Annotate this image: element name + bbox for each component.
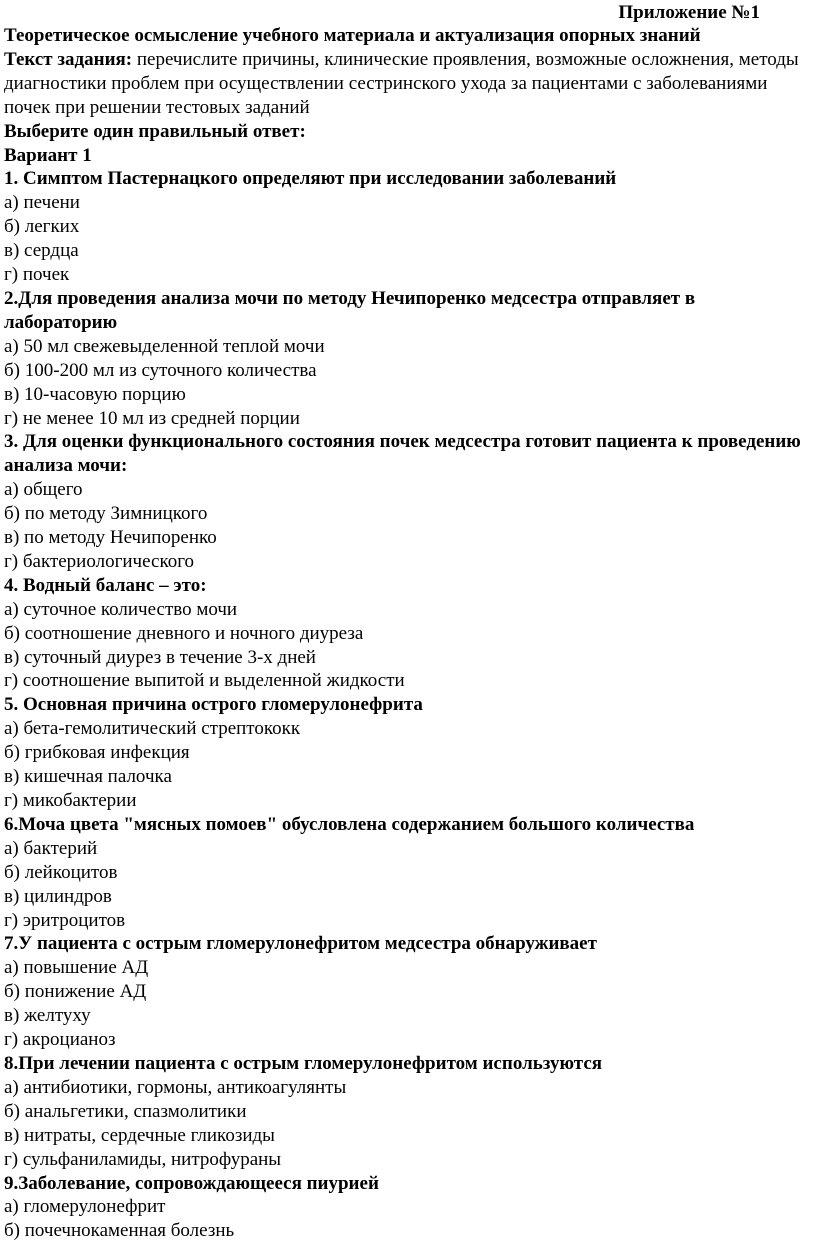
question-text: 1. Симптом Пастернацкого определяют при исследовании заболеваний xyxy=(4,168,617,190)
answer-option: в) сердца xyxy=(4,240,79,262)
answer-option: в) цилиндров xyxy=(4,885,112,907)
question-block xyxy=(4,574,812,694)
question-block xyxy=(4,1052,812,1172)
answer-option: в) кишечная палочка xyxy=(4,766,172,788)
appendix-label: Приложение №1 xyxy=(618,2,760,23)
answer-option: в) нитраты, сердечные гликозиды xyxy=(4,1124,275,1146)
answer-option: а) бактерий xyxy=(4,837,98,859)
question-text: 7.У пациента с острым гломерулонефритом медсестра обнаруживает xyxy=(4,933,597,955)
task-paragraph xyxy=(4,48,812,120)
answer-option: б) лейкоцитов xyxy=(4,861,118,883)
question-block xyxy=(4,287,812,430)
answer-option: б) почечнокаменная болезнь xyxy=(4,1220,235,1242)
question-text: 2.Для проведения анализа мочи по методу Нечипоренко медсестра отправляет в лабораторию xyxy=(4,287,696,333)
answer-option: г) не менее 10 мл из средней порции xyxy=(4,407,300,429)
question-text: 5. Основная причина острого гломерулонефрита xyxy=(4,694,423,716)
answer-option: а) повышение АД xyxy=(4,957,149,979)
answer-option: а) суточное количество мочи xyxy=(4,598,238,620)
answer-option: в) суточный диурез в течение 3-х дней xyxy=(4,646,316,668)
question-block xyxy=(4,813,812,933)
question-block xyxy=(4,693,812,813)
task-label: Текст задания: xyxy=(4,48,133,70)
answer-option: а) бета-гемолитический стрептококк xyxy=(4,718,301,740)
answer-option: г) почек xyxy=(4,264,70,286)
document-title: Теоретическое осмысление учебного материала и актуализация опорных знаний xyxy=(4,25,701,46)
instruction: Выберите один правильный ответ: xyxy=(4,120,306,142)
answer-option: б) по методу Зимницкого xyxy=(4,503,208,525)
answer-option: б) грибковая инфекция xyxy=(4,742,190,764)
answer-option: г) акроцианоз xyxy=(4,1029,116,1051)
answer-option: г) бактериологического xyxy=(4,550,195,572)
answer-option: а) общего xyxy=(4,479,83,501)
question-block xyxy=(4,430,812,573)
answer-option: г) соотношение выпитой и выделенной жидкости xyxy=(4,670,405,692)
answer-option: г) сульфаниламиды, нитрофураны xyxy=(4,1148,282,1170)
answer-option: г) микобактерии xyxy=(4,790,137,811)
task-text: перечислите причины, клинические проявления, возможные осложнения, методы диагностики проблем при осуществлении сестринского ухода за пациентами с заболеваниями почек при решении тестовых заданий xyxy=(4,48,799,118)
answer-option: б) анальгетики, спазмолитики xyxy=(4,1100,247,1122)
answer-option: б) легких xyxy=(4,216,80,238)
answer-option: в) по методу Нечипоренко xyxy=(4,527,217,549)
answer-option: в) желтуху xyxy=(4,1005,91,1027)
question-block xyxy=(4,1172,812,1244)
question-block xyxy=(4,932,812,1052)
question-text: 3. Для оценки функционального состояния почек медсестра готовит пациента к проведению анализа мочи: xyxy=(4,431,801,477)
question-text: 8.При лечении пациента с острым гломерулонефритом используются xyxy=(4,1052,603,1074)
answer-option: а) антибиотики, гормоны, антикоагулянты xyxy=(4,1076,347,1098)
question-block xyxy=(4,167,812,287)
answer-option: б) понижение АД xyxy=(4,981,147,1003)
question-text: 6.Моча цвета "мясных помоев" обусловлена содержанием большого количества xyxy=(4,813,695,835)
answer-option: а) 50 мл свежевыделенной теплой мочи xyxy=(4,335,325,357)
answer-option: г) эритроцитов xyxy=(4,909,126,931)
answer-option: б) соотношение дневного и ночного диуреза xyxy=(4,622,364,644)
question-text: 9.Заболевание, сопровождающееся пиурией xyxy=(4,1172,379,1194)
answer-option: б) 100-200 мл из суточного количества xyxy=(4,359,317,381)
variant-label: Вариант 1 xyxy=(4,144,92,166)
answer-option: в) 10-часовую порцию xyxy=(4,383,186,405)
question-text: 4. Водный баланс – это: xyxy=(4,574,207,596)
answer-option: а) гломерулонефрит xyxy=(4,1196,166,1218)
answer-option: а) печени xyxy=(4,192,80,214)
